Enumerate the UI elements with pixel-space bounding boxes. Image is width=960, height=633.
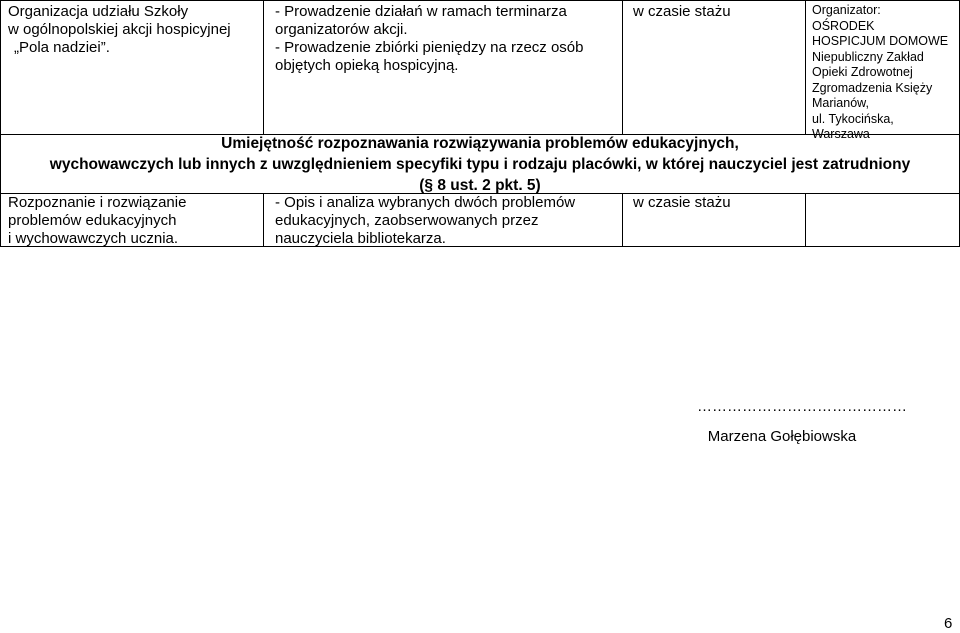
- row2-divider-3: [805, 193, 806, 246]
- row1-tasks-line: - Prowadzenie zbiórki pieniędzy na rzecz osób: [275, 39, 584, 56]
- row1-divider-1: [263, 0, 264, 134]
- row2-tasks-line: edukacyjnych, zaobserwowanych przez: [275, 212, 539, 229]
- row2-divider-1: [263, 193, 264, 246]
- row1-tasks-line: organizatorów akcji.: [275, 21, 408, 38]
- section-heading-line: (§ 8 ust. 2 pkt. 5): [419, 177, 541, 194]
- organizer-line: Warszawa: [812, 127, 870, 141]
- row2-activity-line: Rozpoznanie i rozwiązanie: [8, 194, 187, 211]
- row1-activity-line: Organizacja udziału Szkoły: [8, 3, 189, 20]
- section-heading: [0, 133, 960, 196]
- row1-activity-line: w ogólnopolskiej akcji hospicyjnej: [8, 21, 231, 38]
- organizer-line: Niepubliczny Zakład: [812, 49, 924, 64]
- row1-term-text: w czasie stażu: [633, 3, 731, 20]
- organizer-line: ul. Tykocińska,: [812, 111, 894, 126]
- row1-tasks-line: - Prowadzenie działań w ramach terminarza: [275, 3, 567, 20]
- row2-tasks-cell: [275, 194, 575, 248]
- page-number: 6: [944, 615, 953, 632]
- row1-tasks-line: objętych opieką hospicyjną.: [275, 57, 459, 74]
- row2-term-text: w czasie stażu: [633, 194, 731, 211]
- organizer-line: Opieki Zdrowotnej: [812, 65, 913, 79]
- organizer-line: Zgromadzenia Księży: [812, 80, 933, 95]
- organizer-line: HOSPICJUM DOMOWE: [812, 34, 949, 48]
- row1-divider-3: [805, 0, 806, 134]
- row2-tasks-line: nauczyciela bibliotekarza.: [275, 230, 446, 247]
- organizer-line: Organizator:: [812, 3, 881, 17]
- row1-divider-2: [622, 0, 623, 134]
- organizer-line: OŚRODEK: [812, 18, 875, 33]
- row1-evidence-cell: [812, 3, 948, 143]
- section-heading-line: wychowawczych lub innych z uwzględnieniem specyfiki typu i rodzaju placówki, w której nauczyciel jest zatrudniony: [49, 156, 911, 173]
- section-heading-line: Umiejętność rozpoznawania rozwiązywania problemów edukacyjnych,: [221, 135, 739, 152]
- row1-term-cell: [633, 3, 731, 21]
- row1-tasks-cell: [275, 3, 584, 75]
- table-top-border: [0, 0, 960, 1]
- row2-divider-2: [622, 193, 623, 246]
- row2-term-cell: [633, 194, 731, 212]
- row1-activity-cell: [8, 3, 231, 57]
- row1-activity-line: „Pola nadziei”.: [14, 39, 110, 56]
- table-left-border: [0, 0, 1, 246]
- organizer-line: Marianów,: [812, 96, 869, 110]
- row2-activity-line: problemów edukacyjnych: [8, 212, 177, 229]
- row2-tasks-line: - Opis i analiza wybranych dwóch problemów: [275, 194, 576, 211]
- row2-activity-cell: [8, 194, 186, 248]
- row2-activity-line: i wychowawczych ucznia.: [8, 230, 179, 247]
- signature-name: Marzena Gołębiowska: [707, 428, 857, 445]
- signature-dots: ……………………………………: [697, 398, 907, 415]
